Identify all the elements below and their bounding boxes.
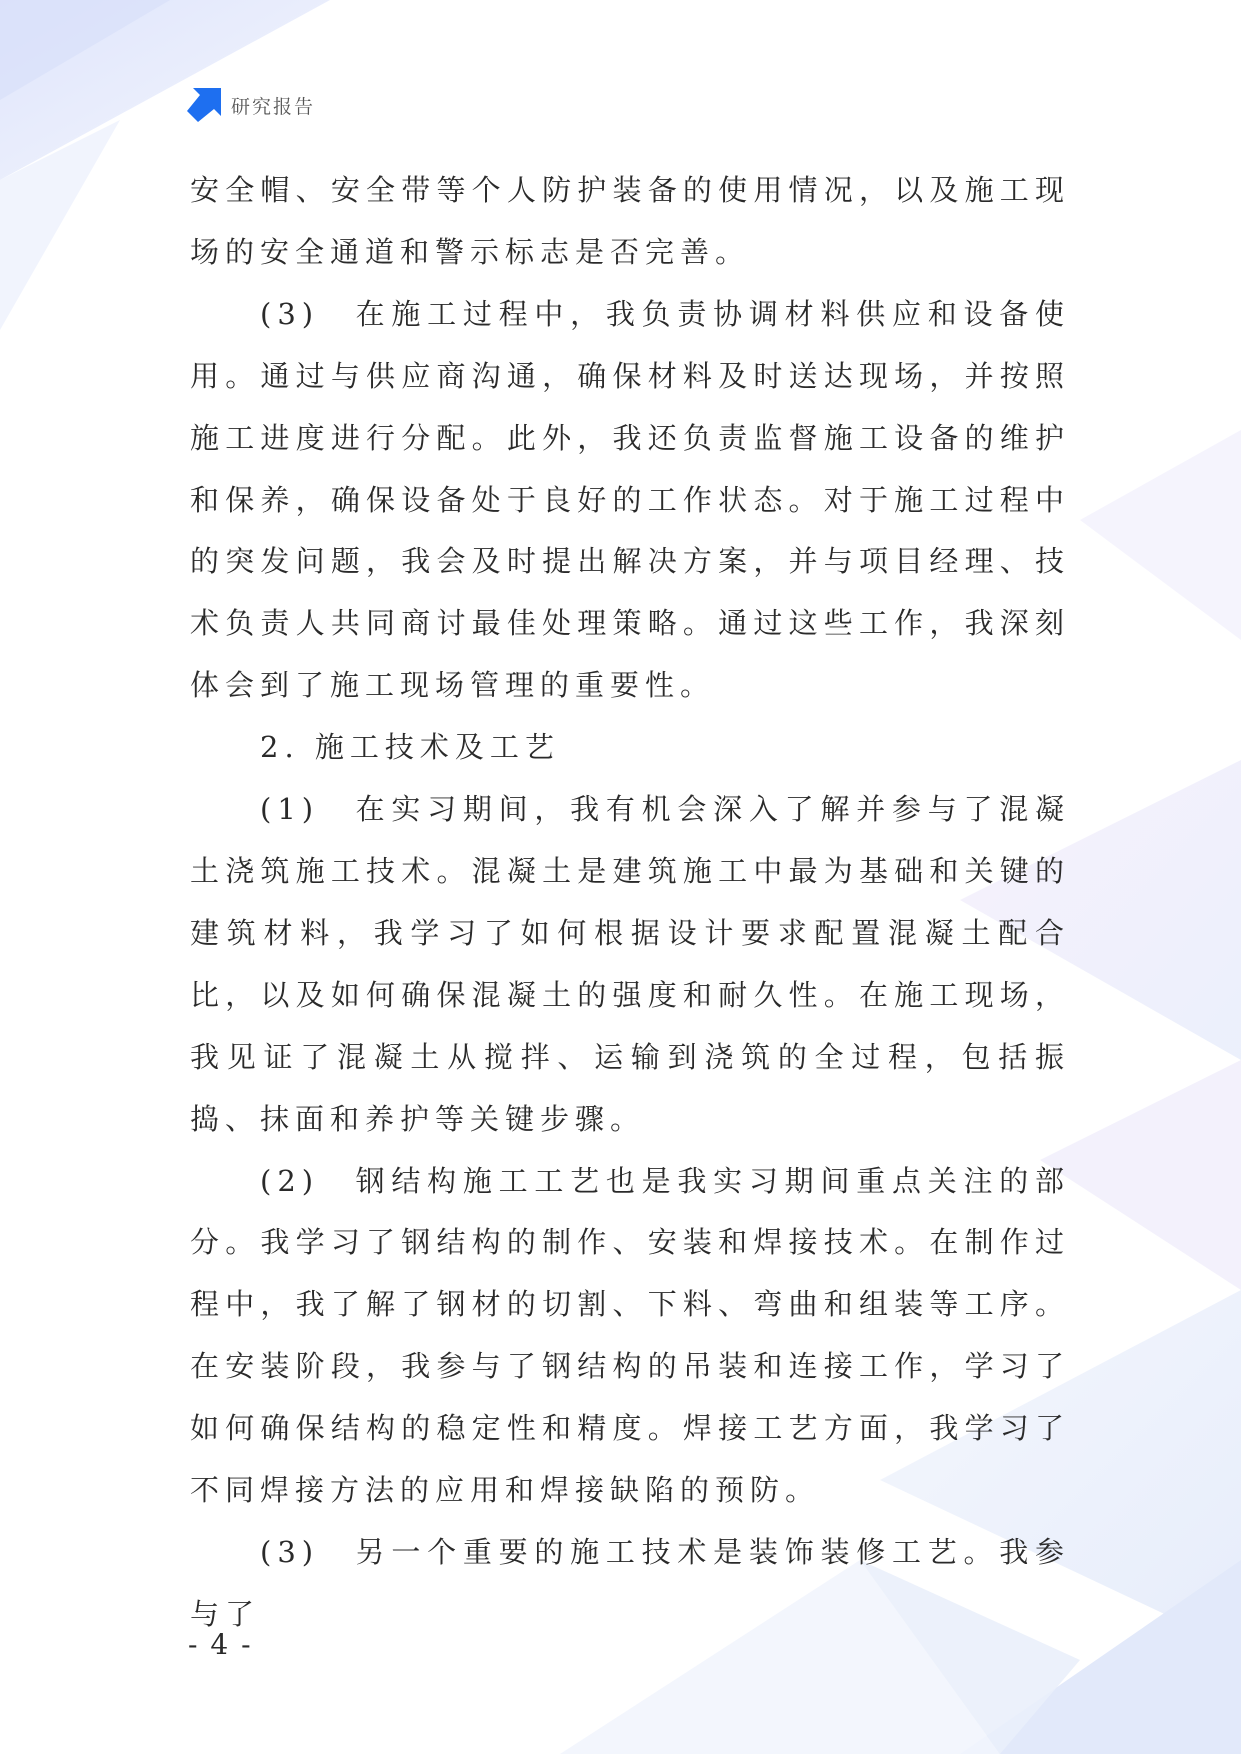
paragraph: (1) 在实习期间，我有机会深入了解并参与了混凝土浇筑施工技术。混凝土是建筑施工中最为基础和关键的建筑材料，我学习了如何根据设计要求配置混凝土配合比，以及如何确保混凝土的强度和耐久性。在施工现场，我见证了混凝土从搅拌、运输到浇筑的全过程，包括振捣、抹面和养护等关键步骤。 xyxy=(190,792,1070,1136)
paragraph: 安全帽、安全带等个人防护装备的使用情况，以及施工现场的安全通道和警示标志是否完善。 xyxy=(190,173,1070,269)
paragraph: (2) 钢结构施工工艺也是我实习期间重点关注的部分。我学习了钢结构的制作、安装和焊接技术。在制作过程中，我了解了钢材的切割、下料、弯曲和组装等工序。在安装阶段，我参与了钢结构的吊装和连接工作，学习了如何确保结构的稳定性和精度。焊接工艺方面，我学习了不同焊接方法的应用和焊接缺陷的预防。 xyxy=(190,1163,1070,1508)
header-title: 研究报告 xyxy=(231,95,316,118)
report-header xyxy=(187,88,315,122)
page-number: - 4 - xyxy=(188,1628,253,1661)
arrow-up-right-icon xyxy=(187,88,221,122)
paragraph: (3) 在施工过程中，我负责协调材料供应和设备使用。通过与供应商沟通，确保材料及时送达现场，并按照施工进度进行分配。此外，我还负责监督施工设备的维护和保养，确保设备处于良好的工作状态。对于施工过程中的突发问题，我会及时提出解决方案，并与项目经理、技术负责人共同商讨最佳处理策略。通过这些工作，我深刻体会到了施工现场管理的重要性。 xyxy=(190,296,1070,703)
paragraph: (3) 另一个重要的施工技术是装饰装修工艺。我参与了 xyxy=(190,1534,1070,1631)
body-text xyxy=(190,160,1070,1646)
section-heading: 2. 施工技术及工艺 xyxy=(260,730,560,765)
